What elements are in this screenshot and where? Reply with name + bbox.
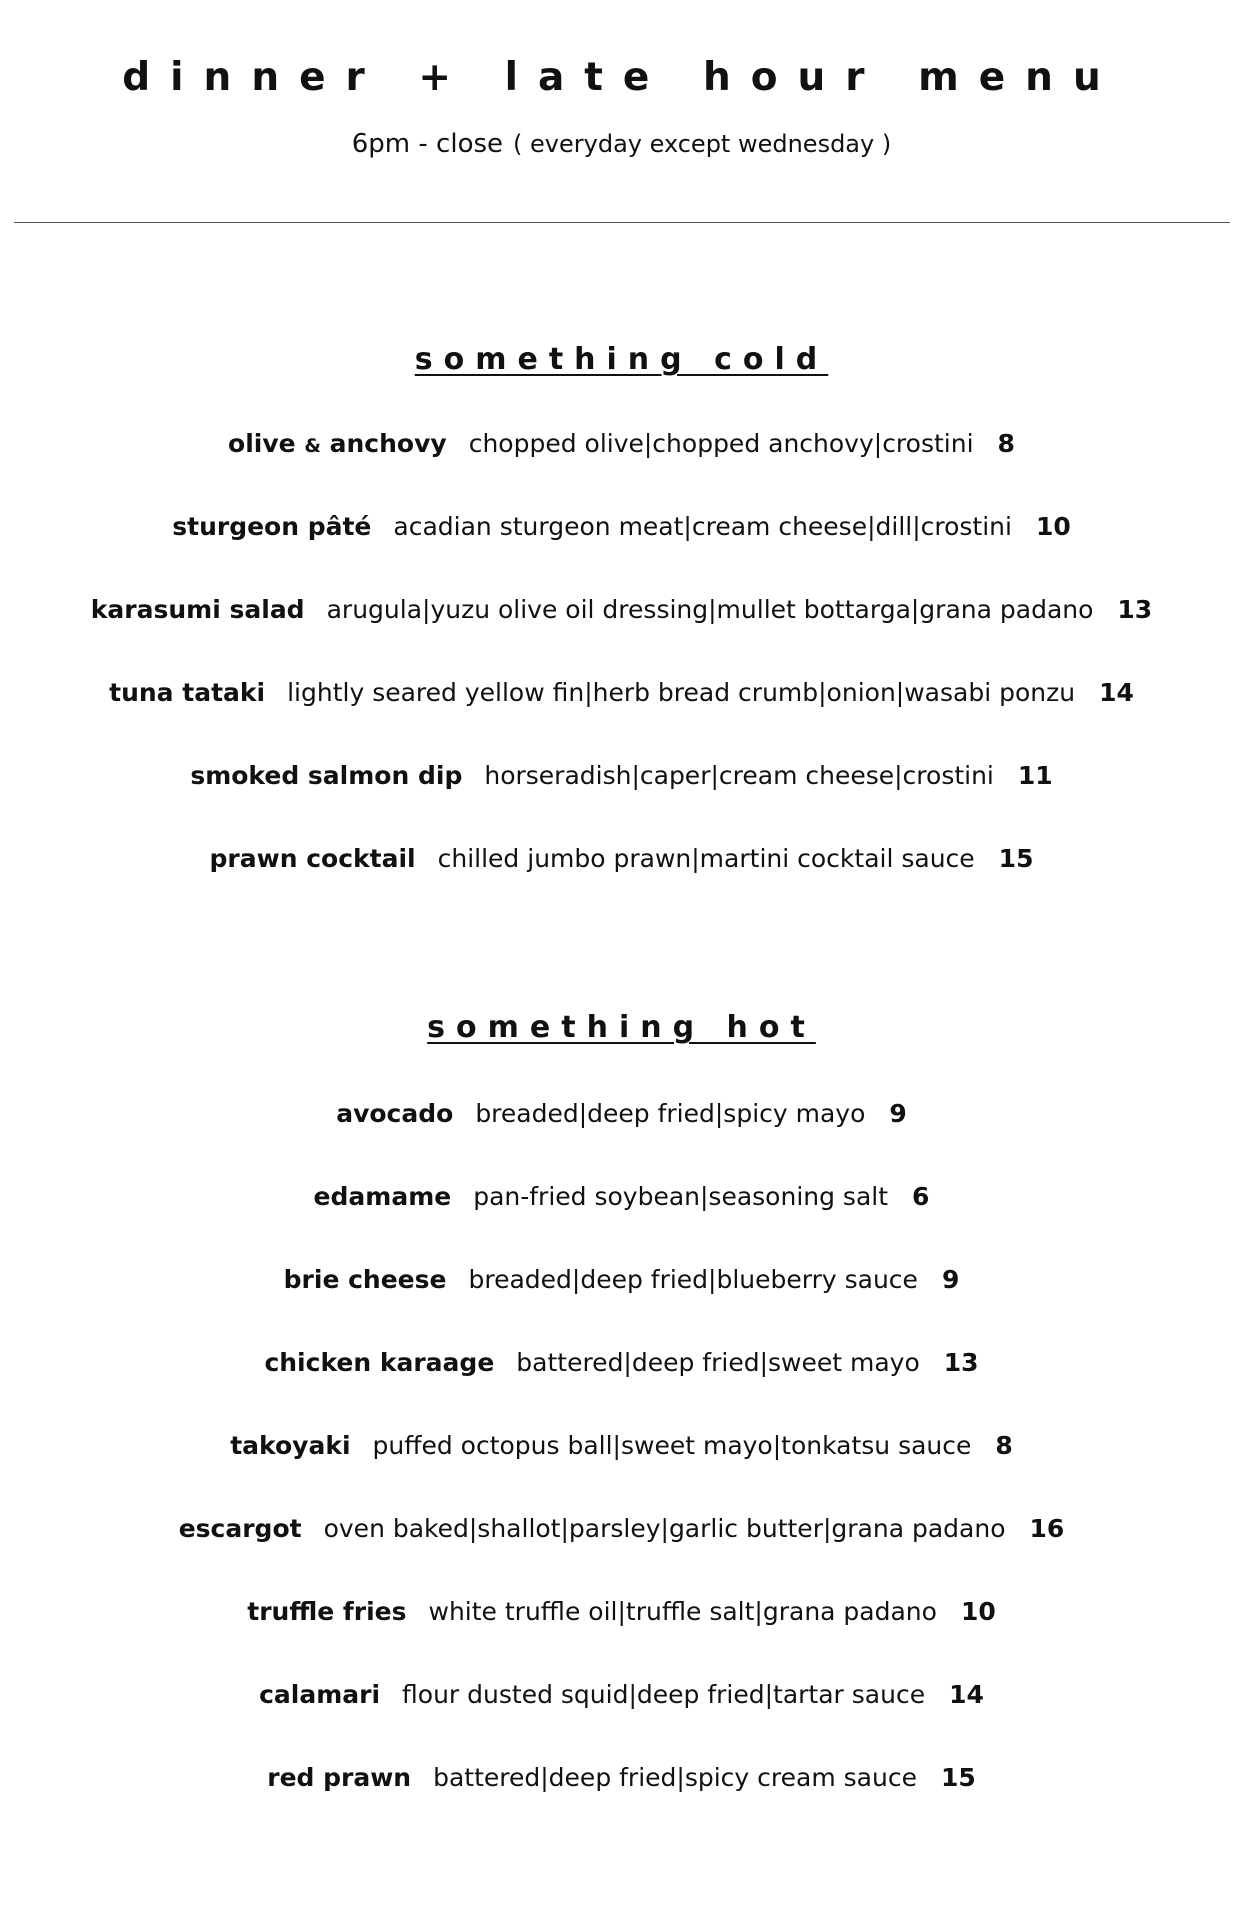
menu-item-brie-cheese [0, 1262, 1243, 1298]
item-description: horseradish|caper|cream cheese|crostini [484, 761, 994, 790]
section-title-text: something hot [427, 1010, 816, 1045]
item-price: 9 [889, 1099, 907, 1128]
menu-item-karasumi-salad [0, 592, 1243, 628]
menu-item-prawn-cocktail [0, 841, 1243, 877]
item-price: 8 [997, 429, 1015, 458]
item-name-ampersand: & [304, 435, 321, 457]
item-price: 15 [998, 844, 1034, 873]
section-something-hot [0, 1006, 1243, 1792]
menu-item-avocado [0, 1096, 1243, 1132]
menu-item-takoyaki [0, 1428, 1243, 1464]
item-name: edamame [313, 1182, 452, 1211]
item-description: chopped olive|chopped anchovy|crostini [468, 429, 974, 458]
hours-note: ( everyday except wednesday ) [513, 130, 892, 158]
item-name: escargot [178, 1514, 302, 1543]
section-something-cold [0, 338, 1243, 873]
item-price: 10 [960, 1597, 996, 1626]
menu-item-chicken-karaage [0, 1345, 1243, 1381]
item-name-part1: olive [228, 429, 296, 458]
item-name: red prawn [267, 1763, 412, 1792]
item-name: avocado [336, 1099, 454, 1128]
section-title-text: something cold [414, 342, 829, 377]
item-name: takoyaki [230, 1431, 351, 1460]
item-description: battered|deep fried|spicy cream sauce [433, 1763, 917, 1792]
menu-item-escargot [0, 1511, 1243, 1547]
item-name: tuna tataki [109, 678, 266, 707]
section-title [0, 1006, 1243, 1050]
item-name [228, 429, 447, 458]
item-description: arugula|yuzu olive oil dressing|mullet bottarga|grana padano [326, 595, 1094, 624]
menu-item-truffle-fries [0, 1594, 1243, 1630]
item-price: 15 [940, 1763, 976, 1792]
menu-item-smoked-salmon-dip [0, 758, 1243, 794]
item-description: acadian sturgeon meat|cream cheese|dill|crostini [393, 512, 1012, 541]
header-divider [14, 222, 1230, 223]
item-description: oven baked|shallot|parsley|garlic butter|grana padano [323, 1514, 1006, 1543]
menu-item-edamame [0, 1179, 1243, 1215]
item-name: truffle fries [247, 1597, 407, 1626]
item-description: flour dusted squid|deep fried|tartar sauce [402, 1680, 926, 1709]
item-price: 14 [1099, 678, 1134, 707]
item-name-part2: anchovy [329, 429, 447, 458]
section-title [0, 338, 1243, 382]
item-description: breaded|deep fried|spicy mayo [475, 1099, 866, 1128]
item-name: smoked salmon dip [190, 761, 463, 790]
menu-item-calamari [0, 1677, 1243, 1713]
item-description: puffed octopus ball|sweet mayo|tonkatsu sauce [372, 1431, 972, 1460]
item-name: chicken karaage [264, 1348, 495, 1377]
item-name: sturgeon pâté [172, 512, 372, 541]
item-description: lightly seared yellow fin|herb bread crumb|onion|wasabi ponzu [287, 678, 1076, 707]
item-price: 13 [1117, 595, 1153, 624]
item-description: white truffle oil|truffle salt|grana padano [428, 1597, 937, 1626]
item-description: pan-fried soybean|seasoning salt [473, 1182, 889, 1211]
item-name: brie cheese [283, 1265, 447, 1294]
menu-item-red-prawn [0, 1760, 1243, 1796]
opening-hours [0, 124, 1243, 164]
item-name: calamari [259, 1680, 381, 1709]
menu-item-sturgeon-pate [0, 509, 1243, 545]
item-price: 9 [941, 1265, 960, 1294]
item-price: 14 [949, 1680, 984, 1709]
menu-item-olive-anchovy [0, 426, 1243, 464]
item-price: 8 [995, 1431, 1013, 1460]
item-price: 13 [943, 1348, 979, 1377]
menu-item-tuna-tataki [0, 675, 1243, 711]
item-price: 6 [912, 1182, 930, 1211]
item-price: 10 [1035, 512, 1071, 541]
page-title: dinner + late hour menu [122, 55, 1121, 100]
item-price: 11 [1017, 761, 1053, 790]
item-name: karasumi salad [90, 595, 305, 624]
item-name: prawn cocktail [209, 844, 416, 873]
item-description: breaded|deep fried|blueberry sauce [468, 1265, 918, 1294]
item-price: 16 [1029, 1514, 1065, 1543]
hours-main: 6pm - close [351, 129, 504, 159]
item-description: chilled jumbo prawn|martini cocktail sauce [437, 844, 975, 873]
item-description: battered|deep fried|sweet mayo [516, 1348, 920, 1377]
